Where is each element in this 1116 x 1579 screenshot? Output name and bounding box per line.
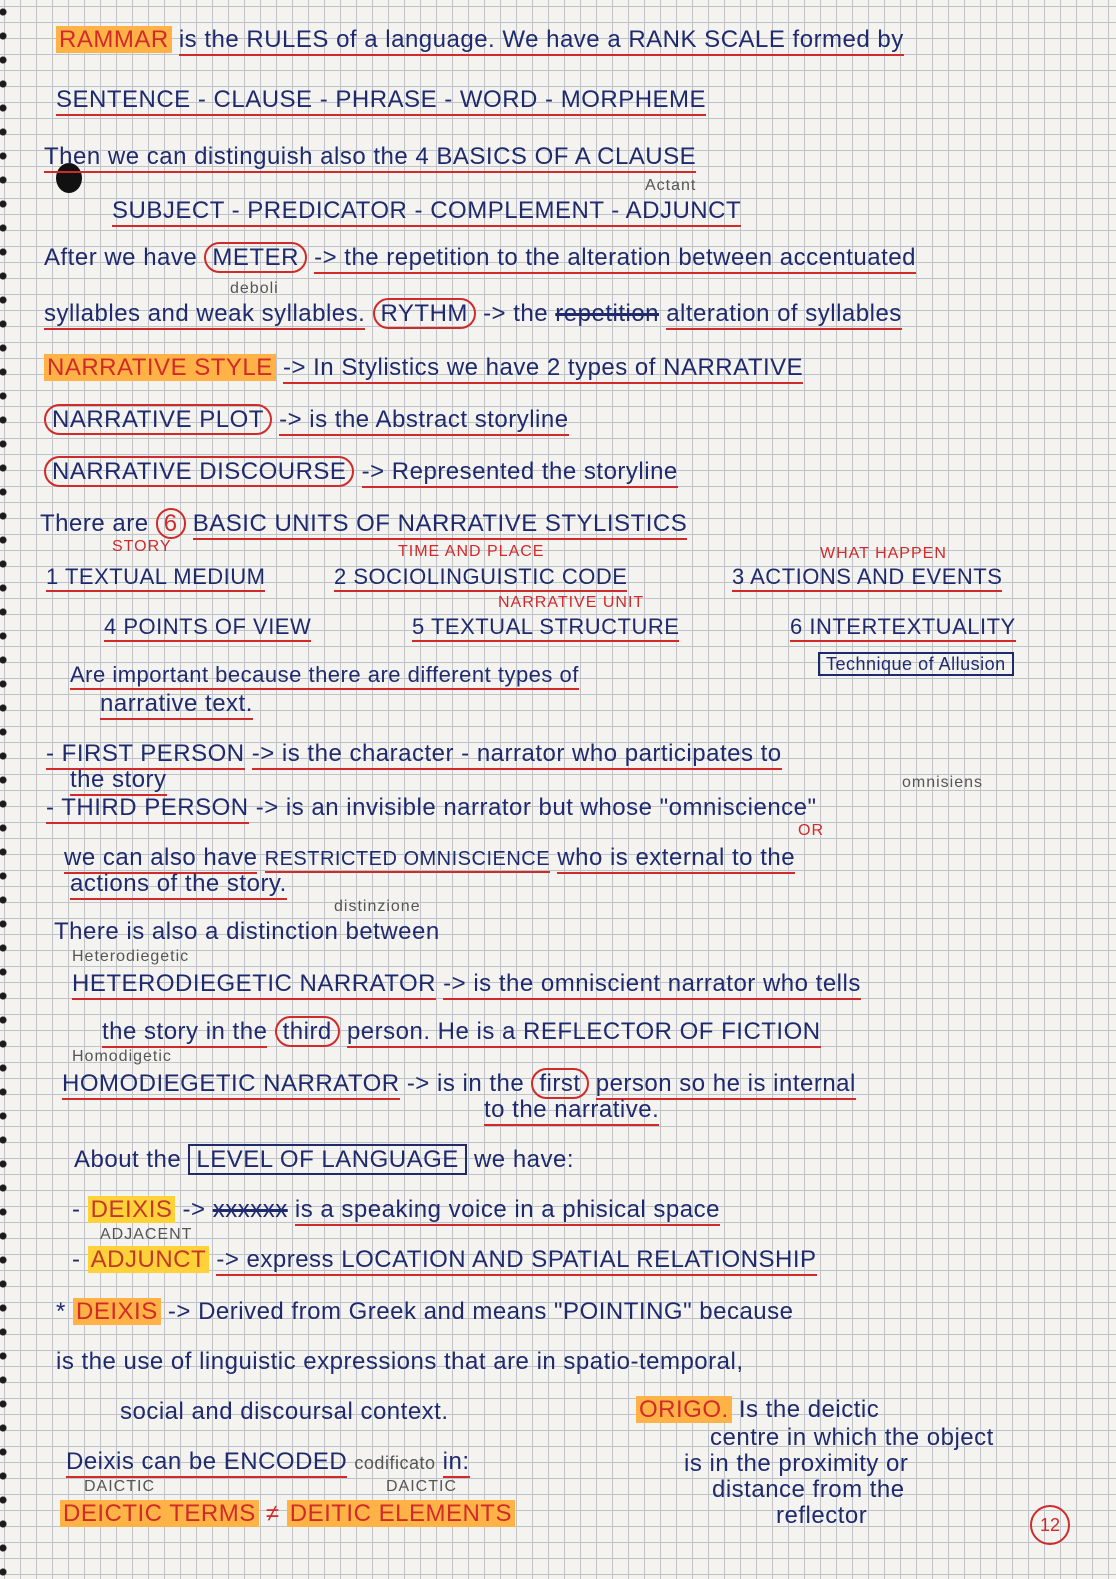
note-codificato: codificato <box>354 1453 436 1473</box>
line-32-b: is in the proximity or <box>684 1450 909 1477</box>
origo-term: ORIGO. <box>636 1396 732 1423</box>
line-27-b: -> express LOCATION AND SPATIAL RELATIONSHIP <box>216 1246 816 1276</box>
line-15-b: -> is the character - narrator who participates to <box>252 740 782 770</box>
reflector-word: reflector <box>776 1502 868 1529</box>
line-34-right <box>776 1502 867 1530</box>
line-23-b: -> is in the <box>406 1070 525 1097</box>
line-3 <box>44 143 696 171</box>
line-16 <box>70 766 167 794</box>
line-31 <box>710 1424 994 1452</box>
line-20-text: There is also a distinction between <box>54 918 440 945</box>
line-26: - DEIXIS -> xxxxxx is a speaking voice in a phisical space <box>72 1196 720 1224</box>
note-adjacent: ADJACENT <box>100 1226 193 1243</box>
line-28-b: -> Derived from Greek and means "POINTING" because <box>167 1298 794 1325</box>
line-29-text: is the use of linguistic expressions that are in spatio-temporal, <box>56 1348 744 1375</box>
line-12-4 <box>104 614 311 640</box>
line-25 <box>74 1146 574 1174</box>
narrative-style: NARRATIVE STYLE <box>44 354 276 381</box>
note-deboli: deboli <box>230 280 279 297</box>
rank-scale: SENTENCE - CLAUSE - PHRASE - WORD - MORPHEME <box>56 86 706 116</box>
line-1-text: is the RULES of a language. We have a RANK SCALE formed by <box>179 26 904 56</box>
note-daictic-2: DAICTIC <box>386 1478 457 1495</box>
line-26-b: is a speaking voice in a phisical space <box>295 1196 720 1226</box>
note-daictic-1: DAICTIC <box>84 1478 155 1495</box>
deitic-elements: DEITIC ELEMENTS <box>287 1500 515 1527</box>
line-13-a: Are important because there are different types of <box>70 662 579 690</box>
line-25-a: About the <box>74 1146 182 1173</box>
unit-6: 6 INTERTEXTUALITY <box>790 614 1016 642</box>
line-30 <box>120 1398 449 1426</box>
line-13 <box>70 662 579 688</box>
line-31-text: centre in which the object <box>710 1424 994 1451</box>
unit-5: 5 TEXTUAL STRUCTURE <box>412 614 679 642</box>
note-actant: Actant <box>645 177 697 194</box>
line-18 <box>64 844 795 872</box>
line-10-b: BASIC UNITS OF NARRATIVE STYLISTICS <box>193 510 687 540</box>
line-32 <box>66 1448 470 1476</box>
line-6 <box>44 300 902 328</box>
line-9-b: -> Represented the storyline <box>362 458 678 488</box>
restricted-omniscience: RESTRICTED OMNISCIENCE <box>265 848 550 873</box>
line-22-a: the story in the <box>102 1018 267 1048</box>
note-what-happen: WHAT HAPPEN <box>820 545 947 562</box>
line-16-text: the story <box>70 766 167 796</box>
line-30-b: Is the deictic <box>738 1396 880 1423</box>
note-homodigetic: Homodigetic <box>72 1048 172 1065</box>
first-person: - FIRST PERSON <box>46 740 245 770</box>
line-21-b: -> is the omniscient narrator who tells <box>443 970 861 1000</box>
note-or: OR <box>798 822 824 839</box>
line-21 <box>72 970 861 998</box>
line-7 <box>44 354 803 382</box>
line-5-a: After we have <box>44 244 198 271</box>
line-19 <box>70 870 287 898</box>
third-person: - THIRD PERSON <box>46 794 249 824</box>
spiral-binding <box>0 0 14 1579</box>
line-8-b: -> is the Abstract storyline <box>279 406 568 436</box>
line-23-c: person so he is internal <box>596 1070 856 1100</box>
line-33-b: distance from the <box>712 1476 905 1503</box>
line-25-b: we have: <box>473 1146 575 1173</box>
line-22 <box>102 1018 821 1046</box>
line-6-b: -> the <box>483 300 549 327</box>
line-29 <box>56 1348 744 1376</box>
rythm-term: RYTHM <box>373 298 476 329</box>
line-14-text: narrative text. <box>100 690 253 720</box>
unit-1: 1 TEXTUAL MEDIUM <box>46 564 265 592</box>
note-omnisiens: omnisiens <box>902 774 984 791</box>
line-4 <box>112 197 741 225</box>
line-3-text: Then we can distinguish also the 4 BASICS OF A CLAUSE <box>44 143 696 173</box>
note-story: STORY <box>112 538 172 555</box>
line-33 <box>712 1476 905 1504</box>
line-28 <box>56 1298 794 1326</box>
line-11 <box>46 564 265 590</box>
line-2 <box>56 86 706 114</box>
line-30-origo <box>636 1396 879 1424</box>
line-15 <box>46 740 782 768</box>
line-10-a: There are <box>40 510 149 537</box>
struck-text: xxxxxx <box>212 1196 288 1223</box>
unit-2: 2 SOCIOLINGUISTIC CODE <box>334 564 627 592</box>
line-11-2 <box>334 564 627 590</box>
first-circled: first <box>531 1068 588 1099</box>
line-24-text: to the narrative. <box>484 1096 659 1126</box>
line-34 <box>60 1500 515 1528</box>
deixis-definition-term: DEIXIS <box>73 1298 161 1325</box>
technique-of-allusion: Technique of Allusion <box>818 652 1014 676</box>
line-5-b: -> the repetition to the alteration between accentuated <box>314 244 916 274</box>
line-24 <box>484 1096 659 1124</box>
line-20 <box>54 918 440 946</box>
allusion-box <box>818 654 1014 675</box>
third-circled: third <box>275 1016 340 1047</box>
line-12-6 <box>790 614 1016 640</box>
heterodiegetic-narrator: HETERODIEGETIC NARRATOR <box>72 970 436 1000</box>
line-30-a: social and discoursal context. <box>120 1398 449 1425</box>
not-equal-sign: ≠ <box>265 1500 280 1527</box>
unit-4: 4 POINTS OF VIEW <box>104 614 311 642</box>
line-17 <box>46 794 817 822</box>
level-of-language: LEVEL OF LANGUAGE <box>188 1144 466 1175</box>
line-9 <box>44 458 678 486</box>
line-12-5 <box>412 614 679 640</box>
line-19-text: actions of the story. <box>70 870 287 900</box>
unit-3: 3 ACTIONS AND EVENTS <box>732 564 1002 592</box>
line-14 <box>100 690 253 718</box>
line-17-b: -> is an invisible narrator but whose "omniscience" <box>255 794 817 821</box>
struck-word: repetition <box>555 300 660 327</box>
note-narrative-unit: NARRATIVE UNIT <box>498 594 645 611</box>
line-32-in: in: <box>443 1448 470 1478</box>
word-grammar: RAMMAR <box>56 26 172 53</box>
narrative-discourse: NARRATIVE DISCOURSE <box>44 456 354 487</box>
line-6-a: syllables and weak syllables. <box>44 300 365 330</box>
clause-basics: SUBJECT - PREDICATOR - COMPLEMENT - ADJUNCT <box>112 197 741 227</box>
line-32-a: Deixis can be ENCODED <box>66 1448 347 1478</box>
line-22-b: person. He is a REFLECTOR OF FICTION <box>347 1018 821 1048</box>
six-circled: 6 <box>156 508 186 539</box>
line-18-a: we can also have <box>64 844 257 874</box>
line-7-b: -> In Stylistics we have 2 types of NARRATIVE <box>283 354 803 384</box>
line-32-right <box>684 1450 908 1478</box>
note-distinzione: distinzione <box>334 898 421 915</box>
line-1 <box>56 26 904 54</box>
page-number: 12 <box>1030 1505 1070 1545</box>
note-heterodiegetic: Heterodiegetic <box>72 948 190 965</box>
homodiegetic-narrator: HOMODIEGETIC NARRATOR <box>62 1070 400 1100</box>
deictic-terms: DEICTIC TERMS <box>60 1500 259 1527</box>
note-time-place: TIME AND PLACE <box>398 543 545 560</box>
deixis-term: DEIXIS <box>88 1196 176 1223</box>
line-11-3 <box>732 564 1002 590</box>
line-6-c: alteration of syllables <box>666 300 902 330</box>
metre-term: METER <box>204 242 307 273</box>
line-23 <box>62 1070 856 1098</box>
asterisk: * <box>56 1298 66 1325</box>
line-27: - ADJUNCT -> express LOCATION AND SPATIAL RELATIONSHIP <box>72 1246 817 1274</box>
line-8 <box>44 406 569 434</box>
line-18-c: who is external to the <box>557 844 795 874</box>
line-10 <box>40 510 687 538</box>
line-5 <box>44 244 916 272</box>
narrative-plot: NARRATIVE PLOT <box>44 404 272 435</box>
adjunct-term: ADJUNCT <box>88 1246 210 1273</box>
